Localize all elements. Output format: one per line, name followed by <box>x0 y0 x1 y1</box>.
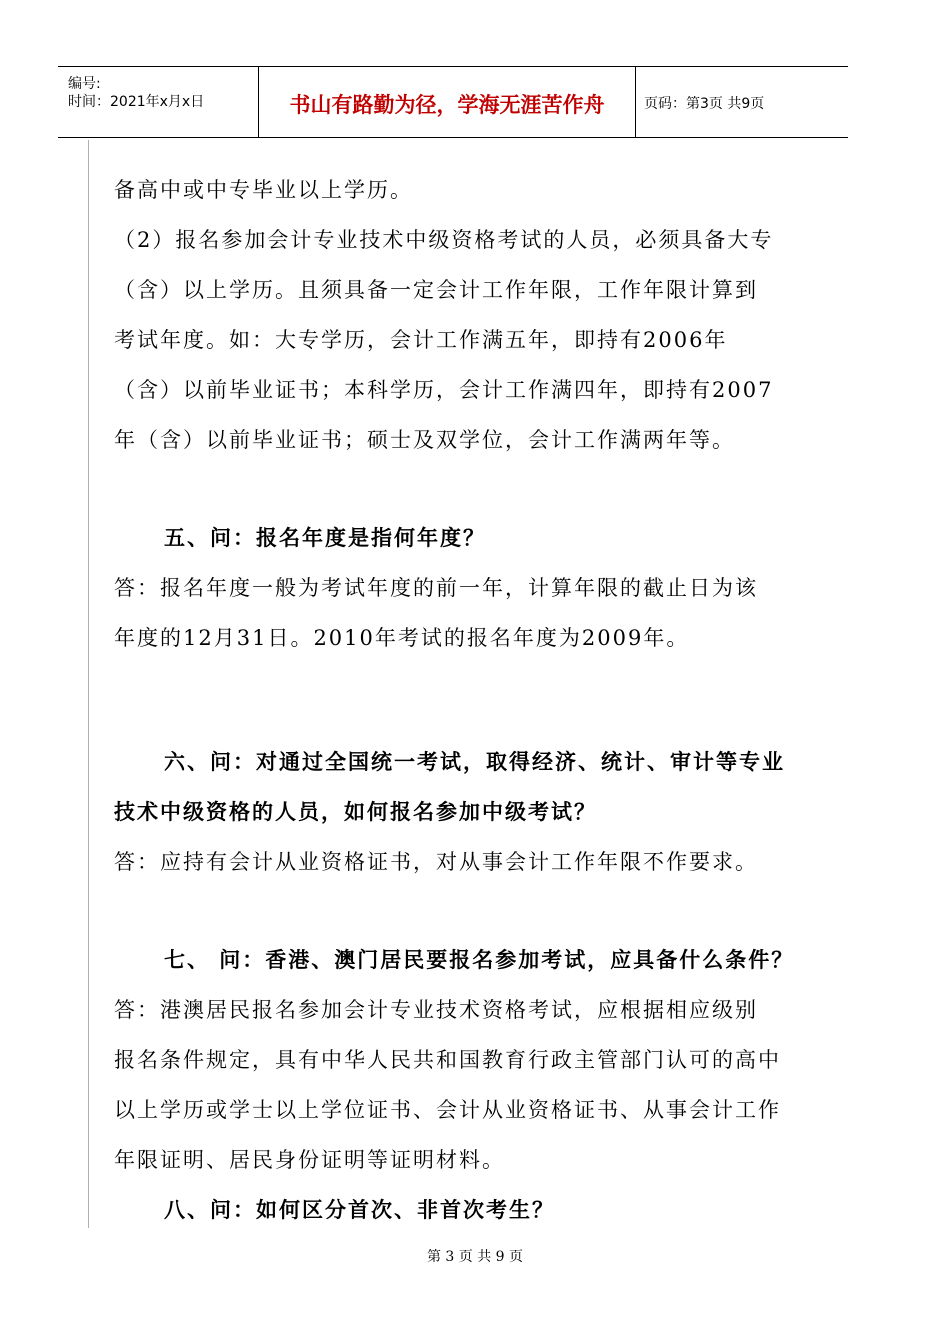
page-label: 页码：第3页 共9页 <box>644 96 765 112</box>
body-line: （含）以上学历。且须具备一定会计工作年限，工作年限计算到 <box>114 278 758 302</box>
page-footer: 第 3 页 共 9 页 <box>426 1249 524 1265</box>
body-line: 考试年度。如：大专学历，会计工作满五年，即持有2006年 <box>114 328 728 352</box>
body-line: （2）报名参加会计专业技术中级资格考试的人员，必须具备大专 <box>114 228 774 252</box>
header-page-cell <box>634 67 848 137</box>
header-meta <box>58 67 258 137</box>
header-motto-cell <box>258 67 636 137</box>
question-heading: 六、问：对通过全国统一考试，取得经济、统计、审计等专业 <box>164 750 785 774</box>
question-heading: 技术中级资格的人员，如何报名参加中级考试？ <box>114 800 597 824</box>
question-heading: 八、问：如何区分首次、非首次考生？ <box>164 1198 555 1222</box>
answer-line: 年限证明、居民身份证明等证明材料。 <box>114 1148 505 1172</box>
page-header <box>58 66 848 138</box>
answer-line: 报名条件规定，具有中华人民共和国教育行政主管部门认可的高中 <box>114 1048 781 1072</box>
question-heading: 七、 问：香港、澳门居民要报名参加考试，应具备什么条件？ <box>164 948 795 972</box>
body-line: 年（含）以前毕业证书；硕士及双学位，会计工作满两年等。 <box>114 428 735 452</box>
number-label: 编号: <box>68 76 101 92</box>
answer-line: 答：报名年度一般为考试年度的前一年，计算年限的截止日为该 <box>114 576 758 600</box>
body-line: 备高中或中专毕业以上学历。 <box>114 178 413 202</box>
time-label: 时间：2021年x月x日 <box>68 94 205 110</box>
answer-line: 以上学历或学士以上学位证书、会计从业资格证书、从事会计工作 <box>114 1098 781 1122</box>
margin-line <box>88 140 89 1228</box>
answer-line: 年度的12月31日。2010年考试的报名年度为2009年。 <box>114 626 690 650</box>
question-heading: 五、问：报名年度是指何年度？ <box>164 526 486 550</box>
body-line: （含）以前毕业证书；本科学历，会计工作满四年，即持有2007 <box>114 378 774 402</box>
motto-text: 书山有路勤为径，学海无涯苦作舟 <box>289 92 605 117</box>
answer-line: 答：应持有会计从业资格证书，对从事会计工作年限不作要求。 <box>114 850 758 874</box>
answer-line: 答：港澳居民报名参加会计专业技术资格考试，应根据相应级别 <box>114 998 758 1022</box>
